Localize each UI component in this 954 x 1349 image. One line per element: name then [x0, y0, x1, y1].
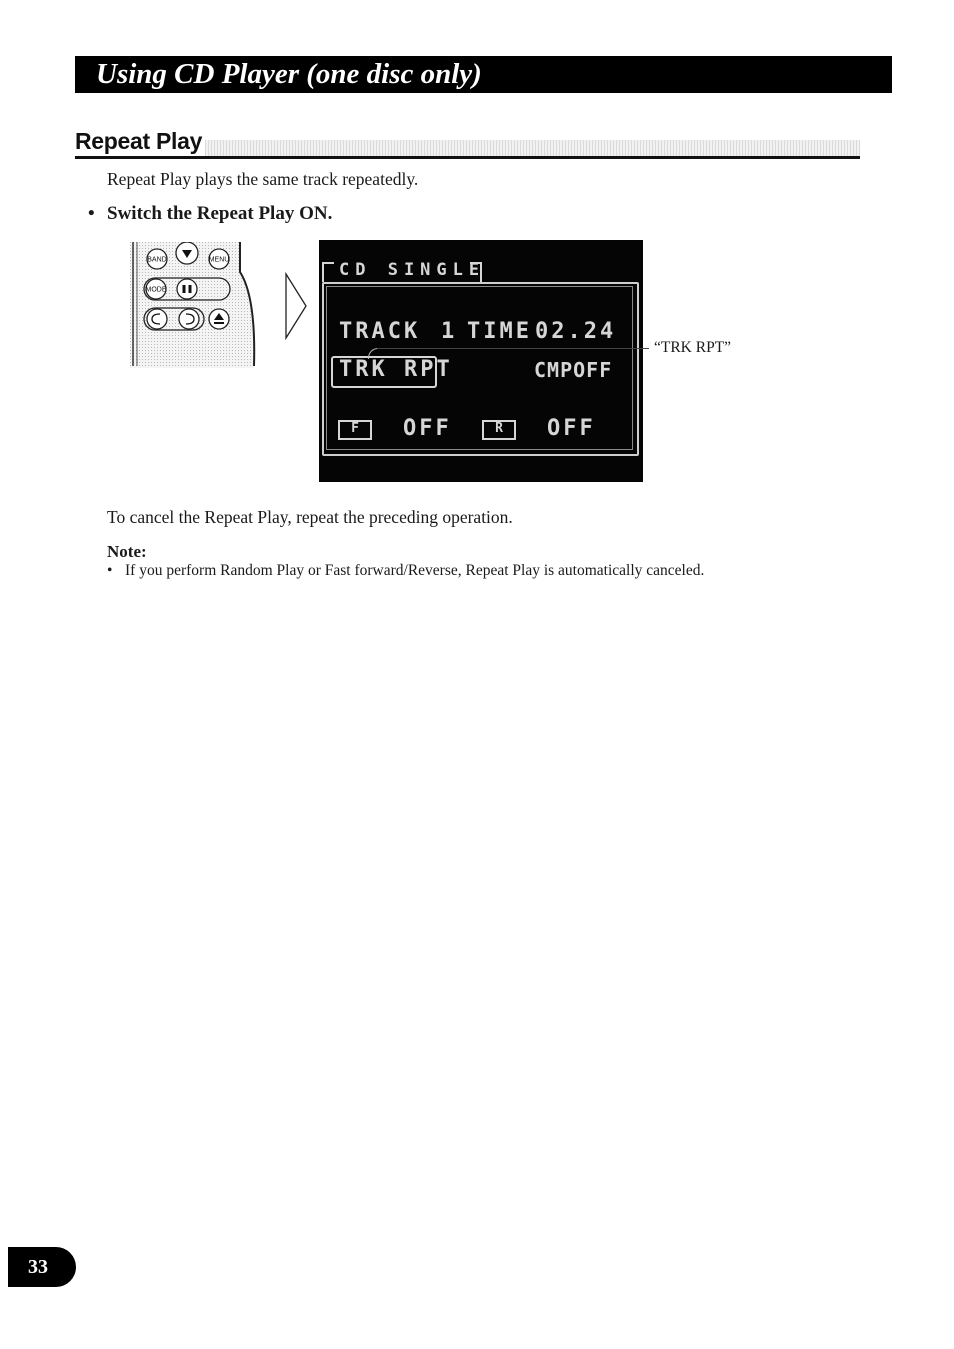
step-bullet: •: [88, 203, 95, 224]
forward-icon: [179, 309, 199, 329]
repeat-indicator: TRK RPT: [339, 357, 453, 382]
page-number: 33: [28, 1256, 48, 1278]
track-label: TRACK: [339, 319, 421, 344]
title-bracket-left: [322, 262, 334, 282]
note-bullet: •: [107, 562, 113, 579]
note-label: Note:: [107, 542, 147, 561]
callout-label: “TRK RPT”: [654, 339, 732, 356]
time-label: TIME: [467, 319, 532, 344]
f-indicator-label: F: [351, 421, 359, 436]
svg-text:MENU: MENU: [208, 256, 230, 264]
down-arrow-icon: [176, 242, 198, 264]
intro-text: Repeat Play plays the same track repeatedly.: [107, 169, 419, 189]
eject-icon: [209, 309, 229, 329]
lcd-display: [319, 240, 643, 482]
arrow-right-icon: [284, 272, 308, 340]
note-text: If you perform Random Play or Fast forward/Reverse, Repeat Play is automatically canceled.: [125, 562, 705, 579]
chapter-header: [75, 56, 892, 93]
heading-rule: [75, 156, 860, 159]
title-bracket-right: [470, 262, 482, 282]
heading-shade: [205, 140, 860, 156]
menu-button: [209, 249, 230, 269]
back-icon: [147, 309, 167, 329]
pause-icon: [177, 279, 197, 299]
remote-control-illustration: [130, 242, 258, 368]
display-title: CD SINGLE: [339, 260, 486, 280]
time-value: 02.24: [535, 319, 617, 344]
mode-button: [146, 279, 167, 299]
step-text: Switch the Repeat Play ON.: [107, 203, 333, 224]
r-indicator-value: OFF: [547, 416, 596, 441]
band-button: [147, 249, 167, 269]
chapter-title: Using CD Player (one disc only): [96, 58, 482, 90]
track-number: 1: [441, 319, 458, 344]
callout-line: [377, 348, 649, 349]
section-heading: Repeat Play: [75, 128, 203, 154]
cancel-text: To cancel the Repeat Play, repeat the preceding operation.: [107, 507, 513, 527]
r-indicator-label: R: [495, 421, 503, 436]
f-indicator-value: OFF: [403, 416, 452, 441]
svg-text:BAND: BAND: [147, 256, 167, 264]
compression-indicator: CMPOFF: [534, 358, 613, 382]
step-heading: [88, 202, 332, 226]
page-number-badge: [8, 1247, 76, 1287]
svg-text:MODE: MODE: [145, 286, 167, 294]
note-item: [107, 561, 704, 581]
